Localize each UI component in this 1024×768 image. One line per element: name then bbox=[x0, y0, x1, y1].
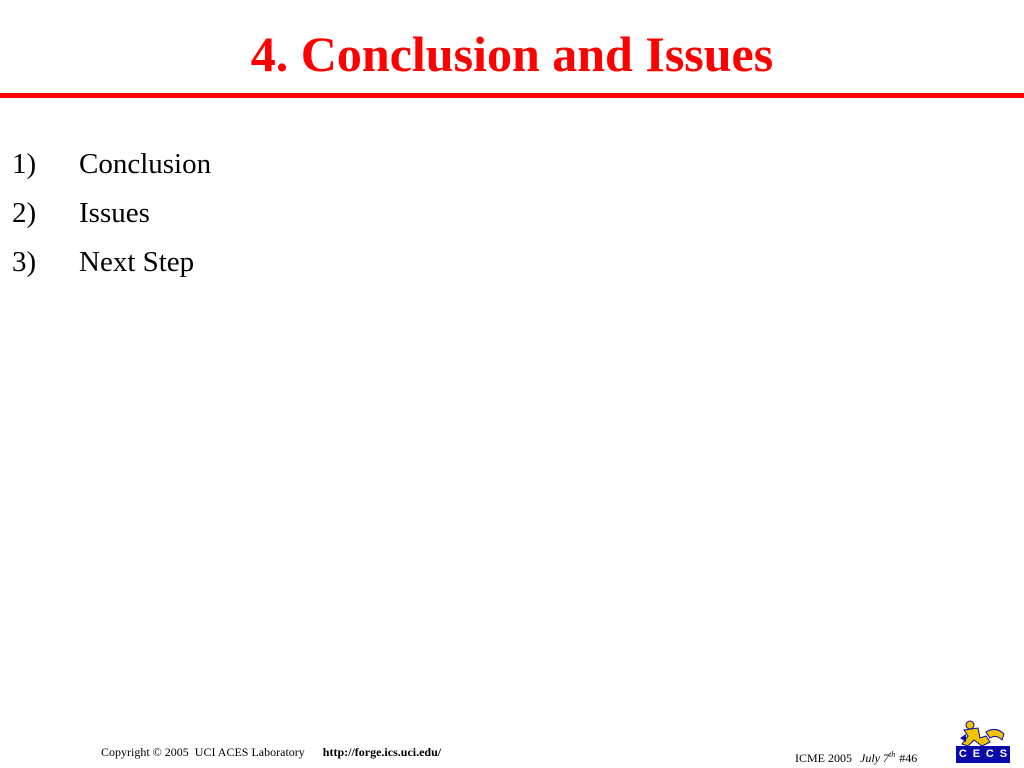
footer-slide-info bbox=[795, 750, 917, 766]
footer-copyright-block bbox=[101, 745, 441, 760]
footer-url-link[interactable]: http://forge.ics.uci.edu/ bbox=[322, 745, 442, 759]
footer-copyright: Copyright © 2005 UCI ACES Laboratory bbox=[101, 745, 305, 759]
logo-letter: C bbox=[958, 748, 967, 760]
outline-list bbox=[12, 140, 211, 287]
logo-letter: C bbox=[985, 748, 994, 760]
cecs-logo bbox=[956, 718, 1010, 764]
footer-page-number: #46 bbox=[899, 751, 918, 765]
cecs-logo-bar bbox=[956, 746, 1010, 763]
list-item-label: Next Step bbox=[79, 246, 195, 278]
footer-date: July 7th bbox=[860, 750, 896, 765]
list-item-number: 1) bbox=[12, 148, 37, 180]
list-item-number: 2) bbox=[12, 197, 37, 229]
logo-letter: E bbox=[972, 748, 981, 760]
logo-letter: S bbox=[999, 748, 1008, 760]
title-divider bbox=[0, 93, 1024, 98]
cecs-figure-icon bbox=[956, 718, 1010, 748]
footer-conference: ICME 2005 bbox=[795, 751, 852, 765]
list-item bbox=[12, 238, 211, 287]
slide-title: 4. Conclusion and Issues bbox=[250, 26, 774, 82]
list-item-number: 3) bbox=[12, 246, 37, 278]
list-item-label: Issues bbox=[79, 197, 150, 229]
list-item bbox=[12, 140, 211, 189]
list-item-label: Conclusion bbox=[79, 148, 212, 180]
list-item bbox=[12, 189, 211, 238]
